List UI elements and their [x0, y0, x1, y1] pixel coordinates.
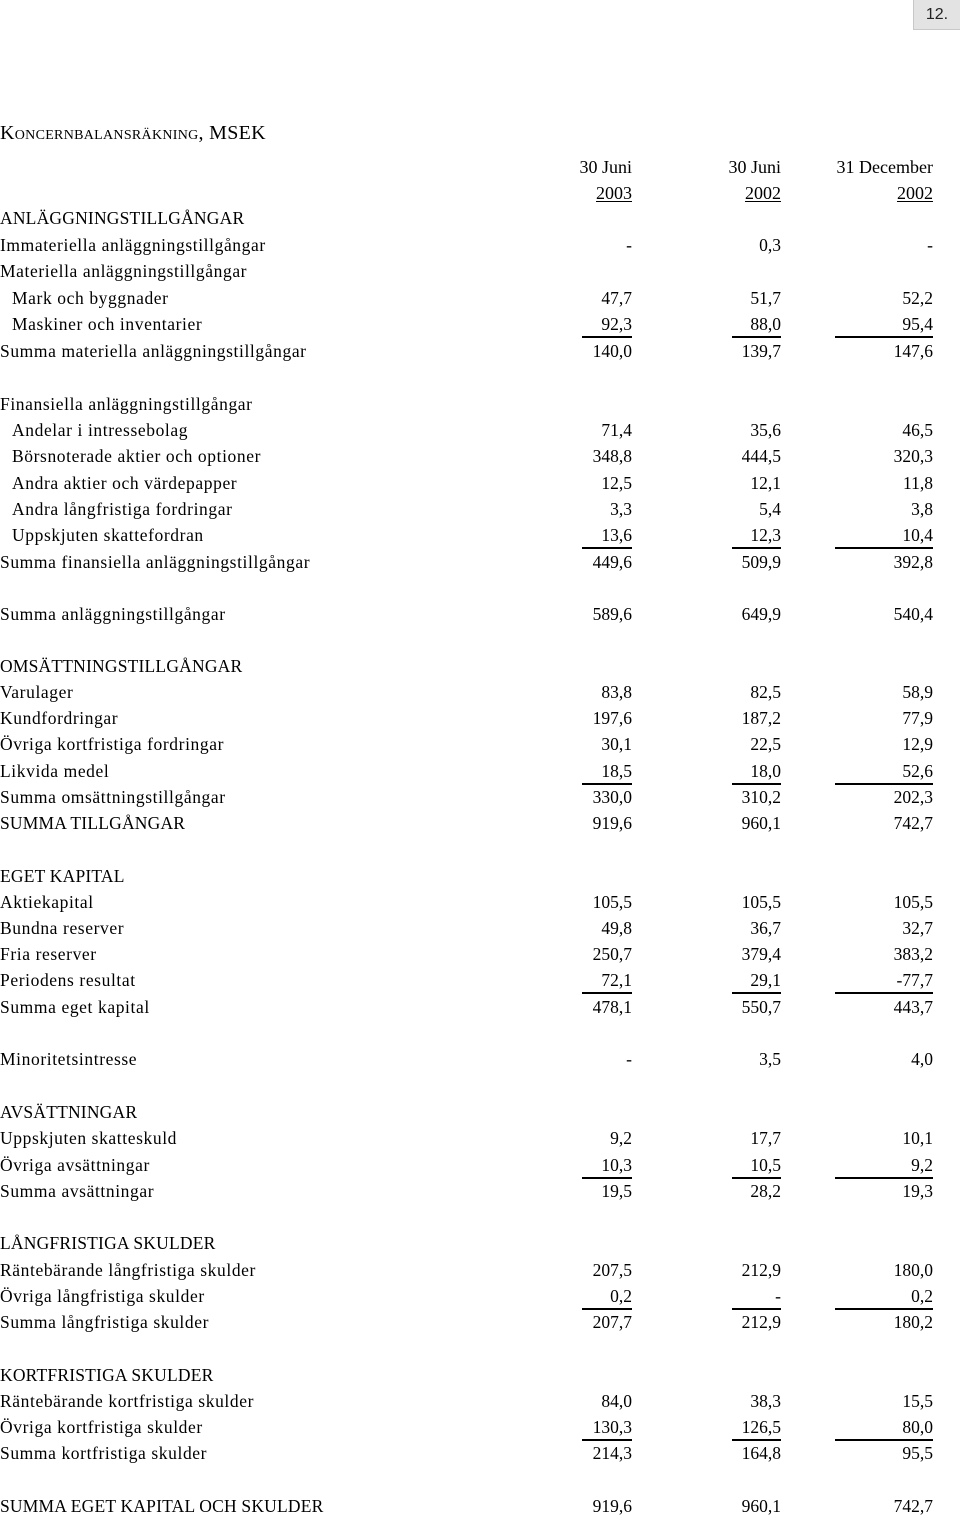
table-row — [0, 918, 960, 944]
row-label: KORTFRISTIGA SKULDER — [0, 1365, 214, 1385]
row-value-col3: 46,5 — [902, 420, 933, 440]
row-value-col2: 126,5 — [741, 1417, 781, 1437]
row-label: Summa anläggningstillgångar — [0, 604, 226, 624]
table-row — [0, 261, 960, 287]
row-label: ANLÄGGNINGSTILLGÅNGAR — [0, 208, 245, 228]
page-number: 12. — [913, 0, 960, 30]
table-row — [0, 1049, 960, 1075]
table-row — [0, 1286, 960, 1312]
subtotal-rule — [582, 783, 632, 785]
row-value-col1: 330,0 — [592, 787, 632, 807]
row-value-col3: 52,6 — [902, 761, 933, 781]
row-value-col1: 84,0 — [601, 1391, 632, 1411]
table-row — [0, 813, 960, 839]
row-label: Periodens resultat — [0, 970, 136, 990]
row-value-col3: 320,3 — [893, 446, 933, 466]
row-value-col3: 392,8 — [893, 552, 933, 572]
subtotal-rule — [582, 547, 632, 549]
table-row — [0, 970, 960, 996]
row-label: EGET KAPITAL — [0, 866, 125, 886]
row-label: Immateriella anläggningstillgångar — [0, 235, 266, 255]
row-value-col3: 383,2 — [893, 944, 933, 964]
row-label: Summa långfristiga skulder — [0, 1312, 210, 1332]
table-row — [0, 1496, 960, 1522]
subtotal-rule — [732, 1308, 781, 1310]
table-row — [0, 552, 960, 578]
row-value-col1: 919,6 — [592, 813, 632, 833]
row-value-col1: - — [626, 1049, 632, 1069]
row-label: Mark och byggnader — [12, 288, 169, 308]
row-label: Bundna reserver — [0, 918, 125, 938]
table-row — [0, 997, 960, 1023]
row-value-col1: 10,3 — [601, 1155, 632, 1175]
row-value-col2: 88,0 — [750, 314, 781, 334]
subtotal-rule — [835, 336, 933, 338]
table-row — [0, 499, 960, 525]
row-value-col2: 550,7 — [741, 997, 781, 1017]
row-value-col3: 10,4 — [902, 525, 933, 545]
row-value-col3: 105,5 — [893, 892, 933, 912]
row-value-col3: 742,7 — [893, 813, 933, 833]
row-value-col1: 919,6 — [592, 1496, 632, 1516]
table-row — [0, 866, 960, 892]
row-value-col3: 10,1 — [902, 1128, 933, 1148]
row-value-col3: 540,4 — [893, 604, 933, 624]
column-header-3-line1: 31 December — [836, 157, 933, 177]
column-header-2-line1: 30 Juni — [728, 157, 781, 177]
subtotal-rule — [582, 992, 632, 994]
row-value-col1: 30,1 — [601, 734, 632, 754]
row-label: OMSÄTTNINGSTILLGÅNGAR — [0, 656, 243, 676]
row-value-col1: 449,6 — [592, 552, 632, 572]
table-row — [0, 473, 960, 499]
table-row — [0, 682, 960, 708]
row-label: Övriga långfristiga skulder — [0, 1286, 205, 1306]
row-value-col1: 207,7 — [592, 1312, 632, 1332]
subtotal-rule — [732, 783, 781, 785]
row-value-col3: 32,7 — [902, 918, 933, 938]
row-value-col1: - — [626, 235, 632, 255]
row-label: AVSÄTTNINGAR — [0, 1102, 138, 1122]
column-header-1-line1: 30 Juni — [579, 157, 632, 177]
row-value-col1: 250,7 — [592, 944, 632, 964]
row-value-col2: 10,5 — [750, 1155, 781, 1175]
table-row — [0, 314, 960, 340]
table-row — [0, 708, 960, 734]
subtotal-rule — [835, 783, 933, 785]
row-value-col1: 348,8 — [592, 446, 632, 466]
table-row — [0, 1417, 960, 1443]
table-row — [0, 656, 960, 682]
row-label: Minoritetsintresse — [0, 1049, 138, 1069]
row-value-col2: 5,4 — [759, 499, 781, 519]
subtotal-rule — [835, 992, 933, 994]
row-label: Summa materiella anläggningstillgångar — [0, 341, 307, 361]
row-label: SUMMA EGET KAPITAL OCH SKULDER — [0, 1496, 324, 1516]
row-label: Summa avsättningar — [0, 1181, 155, 1201]
row-value-col2: 212,9 — [741, 1260, 781, 1280]
subtotal-rule — [835, 1308, 933, 1310]
row-label: Fria reserver — [0, 944, 97, 964]
row-value-col2: 18,0 — [750, 761, 781, 781]
row-value-col1: 478,1 — [592, 997, 632, 1017]
row-value-col3: 202,3 — [893, 787, 933, 807]
row-value-col2: 51,7 — [750, 288, 781, 308]
table-row — [0, 1391, 960, 1417]
table-row — [0, 892, 960, 918]
row-value-col1: 105,5 — [592, 892, 632, 912]
row-label: Maskiner och inventarier — [12, 314, 203, 334]
row-value-col1: 19,5 — [601, 1181, 632, 1201]
row-label: Andelar i intressebolag — [12, 420, 189, 440]
row-value-col2: 82,5 — [750, 682, 781, 702]
row-label: Räntebärande långfristiga skulder — [0, 1260, 256, 1280]
table-row — [0, 446, 960, 472]
row-value-col3: 52,2 — [902, 288, 933, 308]
row-value-col1: 9,2 — [610, 1128, 632, 1148]
table-row — [0, 1128, 960, 1154]
row-label: Summa omsättningstillgångar — [0, 787, 226, 807]
row-label: Övriga avsättningar — [0, 1155, 150, 1175]
row-value-col1: 207,5 — [592, 1260, 632, 1280]
table-row — [0, 525, 960, 551]
row-label: Materiella anläggningstillgångar — [0, 261, 248, 281]
row-label: Andra långfristiga fordringar — [12, 499, 233, 519]
table-row — [0, 288, 960, 314]
row-value-col3: 19,3 — [902, 1181, 933, 1201]
table-row — [0, 1181, 960, 1207]
row-value-col2: 509,9 — [741, 552, 781, 572]
row-value-col2: 0,3 — [759, 235, 781, 255]
row-value-col3: 12,9 — [902, 734, 933, 754]
row-value-col2: 22,5 — [750, 734, 781, 754]
table-row — [0, 235, 960, 261]
subtotal-rule — [582, 1308, 632, 1310]
row-label: Aktiekapital — [0, 892, 94, 912]
subtotal-rule — [835, 1177, 933, 1179]
row-value-col1: 140,0 — [592, 341, 632, 361]
row-value-col2: 444,5 — [741, 446, 781, 466]
row-value-col1: 3,3 — [610, 499, 632, 519]
row-label: Kundfordringar — [0, 708, 119, 728]
table-row — [0, 1260, 960, 1286]
row-label: Summa finansiella anläggningstillgångar — [0, 552, 311, 572]
page-title: Koncernbalansräkning, MSEK — [0, 122, 266, 144]
table-row — [0, 787, 960, 813]
row-label: Uppskjuten skatteskuld — [0, 1128, 178, 1148]
table-row — [0, 420, 960, 446]
row-value-col1: 130,3 — [592, 1417, 632, 1437]
row-value-col3: 95,4 — [902, 314, 933, 334]
row-label: Övriga kortfristiga skulder — [0, 1417, 203, 1437]
row-value-col2: 310,2 — [741, 787, 781, 807]
subtotal-rule — [732, 1177, 781, 1179]
row-value-col3: 180,2 — [893, 1312, 933, 1332]
row-value-col3: -77,7 — [896, 970, 933, 990]
row-label: Finansiella anläggningstillgångar — [0, 394, 253, 414]
row-label: Uppskjuten skattefordran — [12, 525, 204, 545]
table-row — [0, 1102, 960, 1128]
column-header-3-line2: 2002 — [897, 183, 933, 203]
row-value-col2: 29,1 — [750, 970, 781, 990]
row-value-col3: 15,5 — [902, 1391, 933, 1411]
row-value-col1: 47,7 — [601, 288, 632, 308]
row-value-col1: 72,1 — [601, 970, 632, 990]
row-value-col2: 17,7 — [750, 1128, 781, 1148]
row-value-col3: 9,2 — [911, 1155, 933, 1175]
column-header-1-line2: 2003 — [596, 183, 632, 203]
row-value-col3: 742,7 — [893, 1496, 933, 1516]
row-value-col3: 4,0 — [911, 1049, 933, 1069]
row-value-col2: 38,3 — [750, 1391, 781, 1411]
table-row — [0, 208, 960, 234]
row-value-col3: 95,5 — [902, 1443, 933, 1463]
row-label: Summa kortfristiga skulder — [0, 1443, 208, 1463]
subtotal-rule — [582, 1177, 632, 1179]
subtotal-rule — [732, 336, 781, 338]
table-row — [0, 1233, 960, 1259]
row-value-col3: 3,8 — [911, 499, 933, 519]
row-value-col2: 139,7 — [741, 341, 781, 361]
subtotal-rule — [835, 547, 933, 549]
row-value-col2: 28,2 — [750, 1181, 781, 1201]
row-label: Räntebärande kortfristiga skulder — [0, 1391, 255, 1411]
row-value-col2: 35,6 — [750, 420, 781, 440]
column-header-2-line2: 2002 — [745, 183, 781, 203]
row-value-col3: 443,7 — [893, 997, 933, 1017]
row-label: Börsnoterade aktier och optioner — [12, 446, 262, 466]
row-value-col1: 197,6 — [592, 708, 632, 728]
row-value-col3: 11,8 — [903, 473, 933, 493]
row-value-col1: 12,5 — [601, 473, 632, 493]
row-value-col2: 105,5 — [741, 892, 781, 912]
row-value-col1: 92,3 — [601, 314, 632, 334]
row-value-col2: 36,7 — [750, 918, 781, 938]
table-row — [0, 1365, 960, 1391]
row-value-col2: - — [775, 1286, 781, 1306]
subtotal-rule — [582, 336, 632, 338]
row-value-col2: 960,1 — [741, 813, 781, 833]
row-value-col2: 164,8 — [741, 1443, 781, 1463]
table-row — [0, 604, 960, 630]
row-value-col3: 147,6 — [893, 341, 933, 361]
row-value-col1: 214,3 — [592, 1443, 632, 1463]
row-value-col3: 77,9 — [902, 708, 933, 728]
row-label: SUMMA TILLGÅNGAR — [0, 813, 186, 833]
subtotal-rule — [732, 992, 781, 994]
row-value-col3: 80,0 — [902, 1417, 933, 1437]
row-value-col1: 589,6 — [592, 604, 632, 624]
row-value-col2: 649,9 — [741, 604, 781, 624]
row-value-col2: 187,2 — [741, 708, 781, 728]
subtotal-rule — [835, 1439, 933, 1441]
row-value-col1: 13,6 — [601, 525, 632, 545]
row-value-col3: 180,0 — [893, 1260, 933, 1280]
row-value-col1: 49,8 — [601, 918, 632, 938]
table-row — [0, 394, 960, 420]
table-row — [0, 1155, 960, 1181]
table-row — [0, 734, 960, 760]
row-label: Summa eget kapital — [0, 997, 150, 1017]
row-value-col2: 212,9 — [741, 1312, 781, 1332]
table-row — [0, 1443, 960, 1469]
table-row — [0, 761, 960, 787]
subtotal-rule — [732, 1439, 781, 1441]
row-value-col3: - — [927, 235, 933, 255]
row-value-col2: 12,1 — [750, 473, 781, 493]
row-value-col2: 12,3 — [750, 525, 781, 545]
row-label: Övriga kortfristiga fordringar — [0, 734, 225, 754]
row-label: Varulager — [0, 682, 74, 702]
table-row — [0, 341, 960, 367]
subtotal-rule — [732, 547, 781, 549]
row-label: Likvida medel — [0, 761, 110, 781]
row-label: LÅNGFRISTIGA SKULDER — [0, 1233, 216, 1253]
subtotal-rule — [582, 1439, 632, 1441]
row-value-col3: 0,2 — [911, 1286, 933, 1306]
row-value-col3: 58,9 — [902, 682, 933, 702]
row-value-col1: 18,5 — [601, 761, 632, 781]
row-value-col1: 71,4 — [601, 420, 632, 440]
row-value-col1: 0,2 — [610, 1286, 632, 1306]
table-row — [0, 1312, 960, 1338]
table-row — [0, 944, 960, 970]
row-value-col2: 379,4 — [741, 944, 781, 964]
row-label: Andra aktier och värdepapper — [12, 473, 238, 493]
row-value-col2: 3,5 — [759, 1049, 781, 1069]
row-value-col1: 83,8 — [601, 682, 632, 702]
row-value-col2: 960,1 — [741, 1496, 781, 1516]
